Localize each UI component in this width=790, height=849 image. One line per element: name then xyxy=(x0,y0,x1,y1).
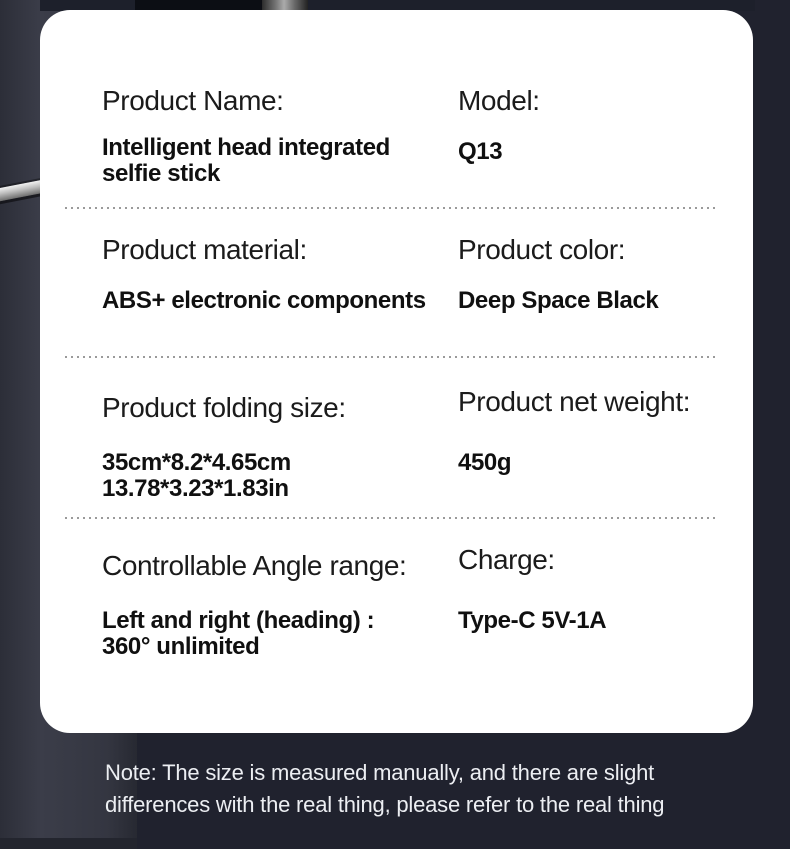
measurement-note xyxy=(105,757,664,821)
angle-range-value-line2: 360° unlimited xyxy=(102,633,260,660)
angle-range-value-line1: Left and right (heading) : xyxy=(102,607,375,634)
model-value: Q13 xyxy=(458,138,503,165)
measurement-note-line2: differences with the real thing, please refer to the real thing xyxy=(105,792,665,817)
folding-size-label: Product folding size: xyxy=(102,392,346,423)
product-name-value-line2: selfie stick xyxy=(102,160,220,187)
charge-label: Charge: xyxy=(458,544,555,575)
product-color-value: Deep Space Black xyxy=(458,287,659,314)
folding-size-value xyxy=(102,450,291,502)
net-weight-label: Product net weight: xyxy=(458,386,691,417)
angle-range-label: Controllable Angle range: xyxy=(102,550,407,581)
dotted-separator xyxy=(65,356,718,358)
net-weight-value: 450g xyxy=(458,449,512,476)
product-color-label: Product color: xyxy=(458,234,626,265)
product-material-label: Product material: xyxy=(102,234,307,265)
measurement-note-line1: Note: The size is measured manually, and there are slight xyxy=(105,760,655,785)
folding-size-value-line2: 13.78*3.23*1.83in xyxy=(102,475,289,502)
folding-size-value-line1: 35cm*8.2*4.65cm xyxy=(102,449,291,476)
dotted-separator xyxy=(65,207,718,209)
background-bottom-strip xyxy=(0,838,137,849)
product-name-value-line1: Intelligent head integrated xyxy=(102,134,390,161)
product-material-value: ABS+ electronic components xyxy=(102,287,426,314)
dotted-separator xyxy=(65,517,718,519)
model-label: Model: xyxy=(458,85,540,116)
product-name-value xyxy=(102,135,390,187)
product-name-label: Product Name: xyxy=(102,85,284,116)
charge-value: Type-C 5V-1A xyxy=(458,607,607,634)
angle-range-value xyxy=(102,608,374,660)
spec-card xyxy=(40,10,753,733)
